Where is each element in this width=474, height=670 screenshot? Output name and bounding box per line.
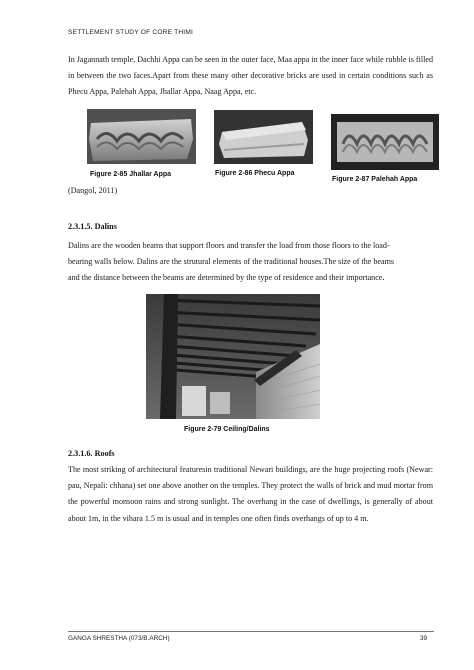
palehah-appa-photo [331, 114, 439, 170]
page-number: 39 [420, 635, 428, 642]
section-heading-roofs: 2.3.1.6. Roofs [68, 449, 115, 458]
jhallar-appa-photo [87, 109, 196, 164]
paragraph-dalins [68, 238, 433, 287]
figure-caption-palehah: Figure 2-87 Palehah Appa [332, 176, 418, 183]
paragraph-decorative-bricks: In Jagannath temple, Dachhi Appa can be seen in the outer face, Maa appa in the inner face while rubble is filled in between the two faces.Apart from these many other decorative bricks are used in certain conditions such as Phecu Appa, Palehah Appa, Jhallar Appa, Naag Appa, etc. [68, 55, 433, 97]
phecu-appa-photo [214, 110, 313, 164]
figure-caption-jhallar: Figure 2-85 Jhallar Appa [90, 171, 172, 178]
running-header: SETTLEMENT STUDY OF CORE THIMI [68, 29, 194, 36]
paragraph-dalins-line-3: and the distance between the beams are determined by the type of residence and their importance [68, 273, 383, 283]
paragraph-dalins-line-1: Dalins are the wooden beams that support floors and transfer the load from those floors to the load- [68, 241, 390, 250]
ceiling-dalins-photo [146, 294, 320, 419]
citation: (Dangol, 2011) [68, 186, 118, 195]
paragraph-dalins-period: . [382, 273, 385, 283]
footer-author: GANGA SHRESTHA (073/B.ARCH) [68, 635, 170, 642]
footer-divider [68, 631, 434, 632]
paragraph-roofs: The most striking of architectural featuresin traditional Newari buildings, are the huge projecting roofs (Newar: pau, Nepali: chhana) set one above another on the temples. They protect the walls of brick and mud mortar from the powerful monsoon rains and strong sunlight. The overhang in the case of dwellings, is generally of about about 1m, in the vihara 1.5 m is usual and in temples one often finds overhangs of up to 4 m. [68, 465, 433, 523]
paragraph-dalins-line-2: bearing walls below. Dalins are the strutural elements of the traditional houses.The size of the beams [68, 257, 395, 267]
figure-caption-ceiling: Figure 2-79 Ceiling/Dalins [184, 426, 270, 433]
section-heading-dalins: 2.3.1.5. Dalins [68, 222, 117, 231]
figure-caption-phecu: Figure 2-86 Phecu Appa [215, 170, 295, 177]
